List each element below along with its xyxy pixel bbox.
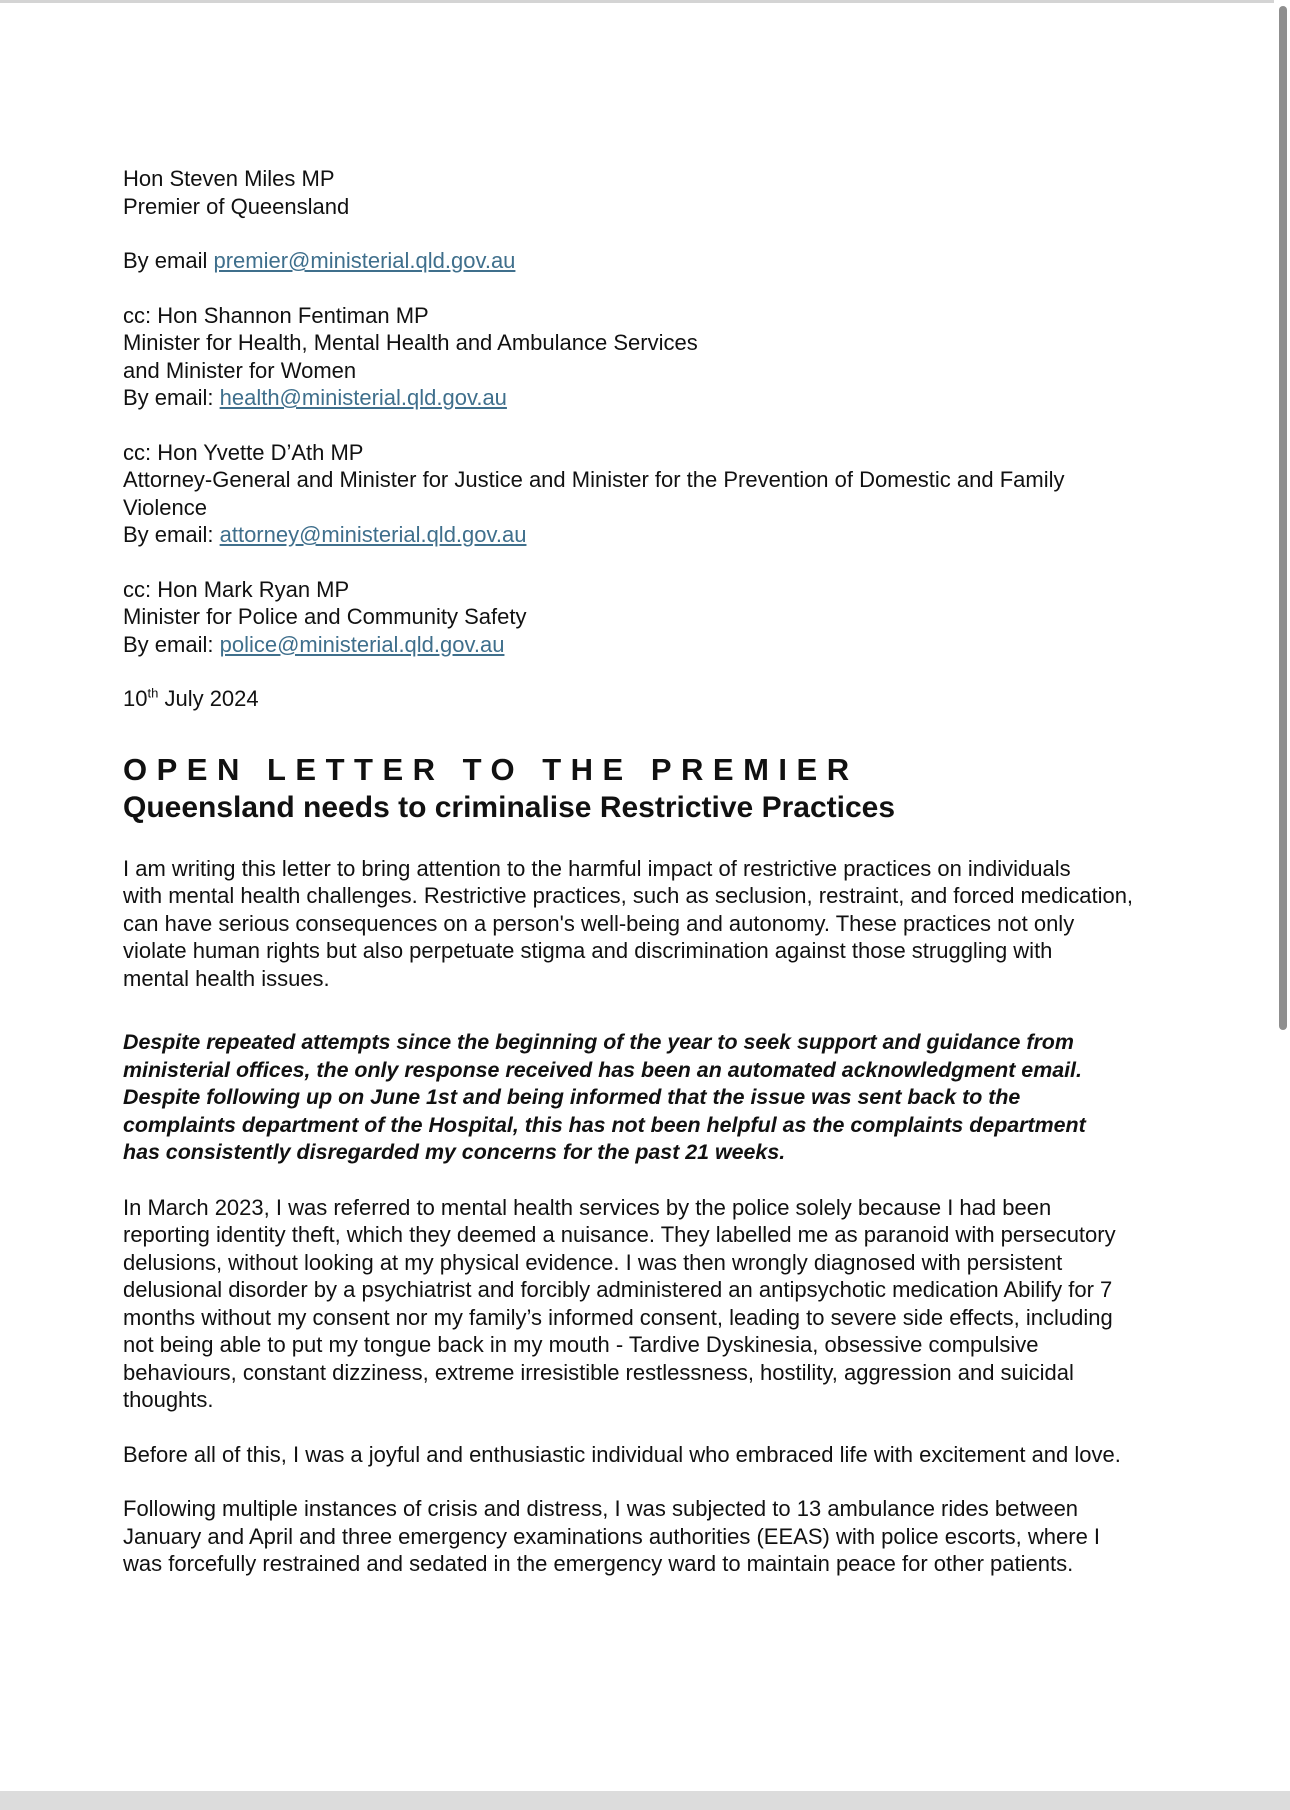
health-email-link[interactable]: health@ministerial.qld.gov.au <box>219 385 507 410</box>
paragraph-line: has consistently disregarded my concerns for the past 21 weeks. <box>123 1140 786 1164</box>
paragraph-line: not being able to put my tongue back in my mouth - Tardive Dyskinesia, obsessive compulsive <box>123 1332 1039 1357</box>
paragraph-line: behaviours, constant dizziness, extreme irresistible restlessness, hostility, aggression and suicidal <box>123 1359 1074 1385</box>
cc-email-line <box>123 631 1183 659</box>
scrollbar-thumb[interactable] <box>1279 6 1287 1030</box>
paragraph-line: In March 2023, I was referred to mental health services by the police solely because I had been <box>123 1194 1052 1220</box>
cc-title-line: Minister for Health, Mental Health and Ambulance Services <box>123 330 698 355</box>
body-paragraph <box>123 1441 1183 1469</box>
paragraph-line: ministerial offices, the only response received has been an automated acknowledgment email. <box>123 1057 1082 1082</box>
paragraph-line: with mental health challenges. Restrictive practices, such as seclusion, restraint, and forced medication, <box>123 883 1134 908</box>
paragraph-line: Despite following up on June 1st and being informed that the issue was sent back to the <box>123 1085 1021 1109</box>
paragraph-line: Following multiple instances of crisis and distress, I was subjected to 13 ambulance rides between <box>123 1496 1079 1521</box>
cc-title-line: Attorney-General and Minister for Justice and Minister for the Prevention of Domestic and Family <box>123 467 1065 492</box>
paragraph-line: delusions, without looking at my physical evidence. I was then wrongly diagnosed with persistent <box>123 1249 1063 1275</box>
paragraph-line: Before all of this, I was a joyful and enthusiastic individual who embraced life with excitement and love. <box>123 1441 1121 1467</box>
date-rest: July 2024 <box>164 686 259 711</box>
cc-block <box>123 439 1183 549</box>
recipient-block <box>123 165 1183 220</box>
paragraph-line: delusional disorder by a psychiatrist and forcibly administered an antipsychotic medication Abilify for 7 <box>123 1277 1113 1302</box>
cc-email-line <box>123 521 1183 549</box>
email-prefix: By email <box>123 248 208 273</box>
cc-name: cc: Hon Mark Ryan MP <box>123 576 350 602</box>
date-day: 10 <box>123 686 148 711</box>
paragraph-line: Despite repeated attempts since the beginning of the year to seek support and guidance from <box>123 1030 1074 1054</box>
cc-title-line: Violence <box>123 494 207 520</box>
page-top-edge <box>0 0 1290 3</box>
body-paragraph <box>123 1495 1183 1578</box>
letter-subheading: Queensland needs to criminalise Restrictive Practices <box>123 790 896 824</box>
paragraph-line: months without my consent nor my family’s informed consent, leading to severe side effects, including <box>123 1304 1113 1330</box>
cc-email-line <box>123 384 1183 412</box>
email-prefix: By email: <box>123 385 214 410</box>
recipient-name: Hon Steven Miles MP <box>123 166 335 191</box>
paragraph-line: January and April and three emergency examinations authorities (EEAS) with police escorts, where I <box>123 1523 1101 1549</box>
cc-title-line: and Minister for Women <box>123 357 357 383</box>
vertical-scrollbar[interactable] <box>1274 0 1290 1810</box>
letter-document <box>123 165 1183 1605</box>
letter-date <box>123 685 1183 713</box>
police-email-link[interactable]: police@ministerial.qld.gov.au <box>219 631 505 657</box>
letter-heading: OPEN LETTER TO THE PREMIER <box>123 751 859 787</box>
cc-name: cc: Hon Yvette D’Ath MP <box>123 439 364 465</box>
premier-email-link[interactable]: premier@ministerial.qld.gov.au <box>213 248 516 273</box>
body-paragraph <box>123 855 1183 993</box>
paragraph-line: thoughts. <box>123 1387 214 1412</box>
paragraph-line: was forcefully restrained and sedated in the emergency ward to maintain peace for other patients. <box>123 1551 1074 1576</box>
cc-block <box>123 302 1183 412</box>
body-paragraph <box>123 1194 1183 1414</box>
attorney-email-link[interactable]: attorney@ministerial.qld.gov.au <box>219 522 527 547</box>
paragraph-line: reporting identity theft, which they deemed a nuisance. They labelled me as paranoid with persecutory <box>123 1222 1116 1247</box>
paragraph-line: complaints department of the Hospital, this has not been helpful as the complaints department <box>123 1112 1086 1137</box>
cc-title-line: Minister for Police and Community Safety <box>123 604 527 629</box>
cc-block <box>123 576 1183 659</box>
paragraph-line: I am writing this letter to bring attention to the harmful impact of restrictive practices on individuals <box>123 855 1071 881</box>
date-suffix: th <box>147 685 159 701</box>
recipient-title: Premier of Queensland <box>123 193 350 219</box>
bottom-bar <box>0 1791 1290 1810</box>
email-prefix: By email: <box>123 522 214 547</box>
paragraph-line: violate human rights but also perpetuate stigma and discrimination against those struggling with <box>123 938 1053 963</box>
paragraph-line: can have serious consequences on a person's well-being and autonomy. These practices not only <box>123 910 1075 936</box>
email-prefix: By email: <box>123 631 214 657</box>
emphasis-paragraph <box>123 1029 1183 1167</box>
cc-name: cc: Hon Shannon Fentiman MP <box>123 302 429 328</box>
paragraph-line: mental health issues. <box>123 965 330 991</box>
recipient-email-line <box>123 247 1183 275</box>
